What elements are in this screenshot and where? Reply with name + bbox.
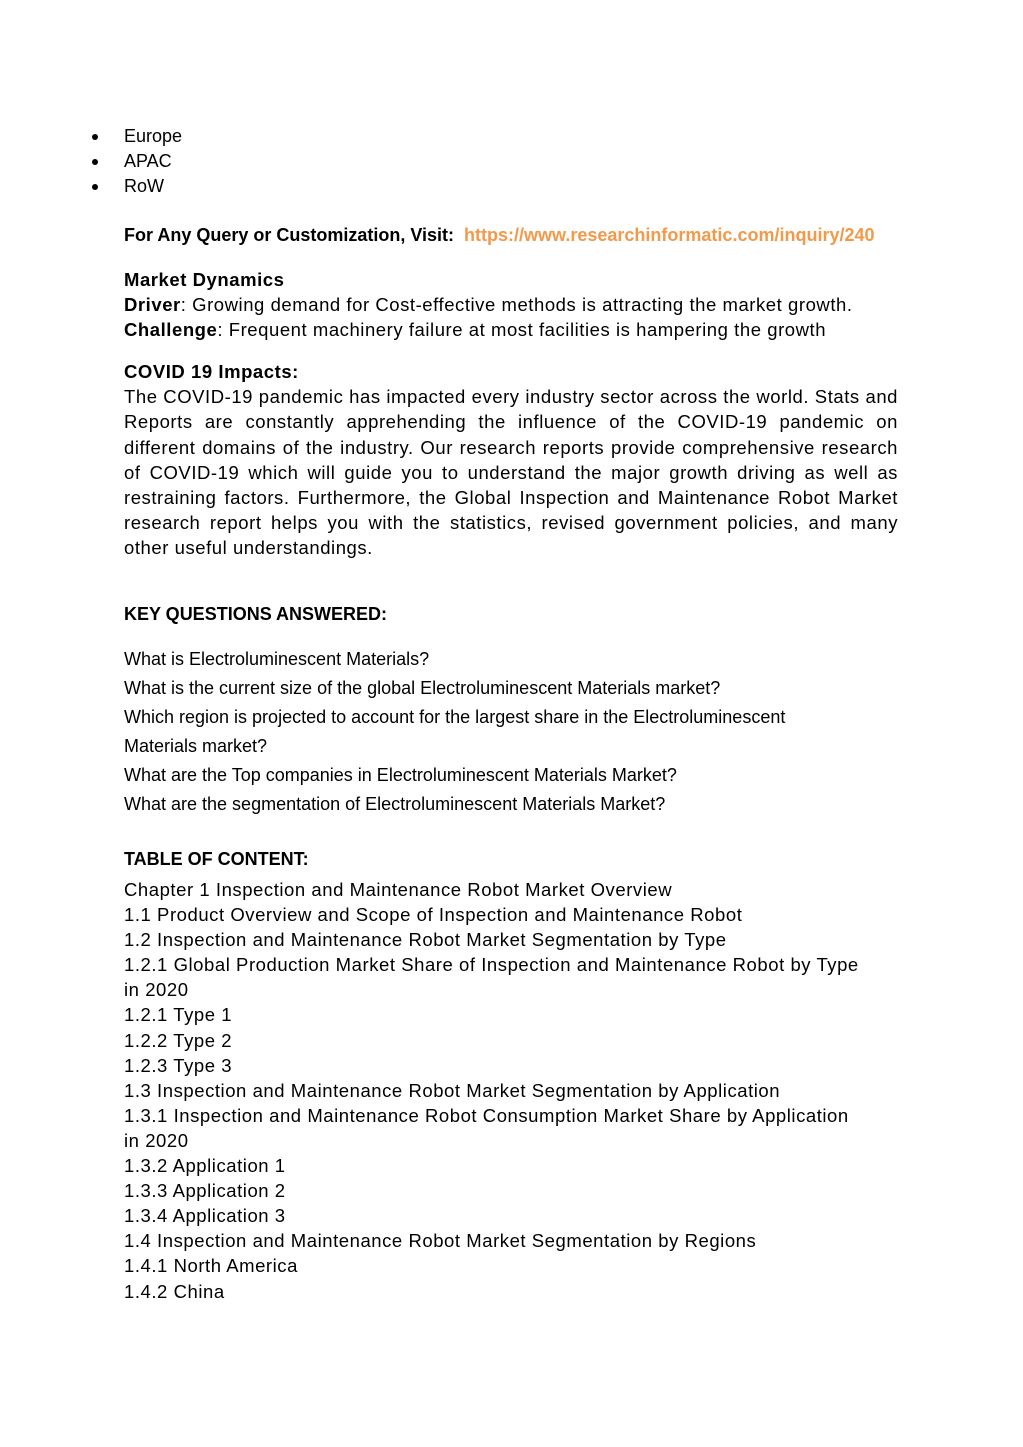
bullet-text: Europe xyxy=(124,126,183,146)
bullet-item xyxy=(90,174,182,199)
toc-list xyxy=(124,877,898,1304)
inquiry-link[interactable]: https://www.researchinformatic.com/inquiry/240 xyxy=(464,225,875,245)
bullet-dot-icon xyxy=(92,134,98,140)
bullet-item xyxy=(90,124,182,149)
toc-item: in 2020 xyxy=(124,979,189,1001)
question-item: What are the segmentation of Electroluminescent Materials Market? xyxy=(124,794,666,814)
challenge-label: Challenge xyxy=(124,319,218,341)
driver-label: Driver xyxy=(124,294,181,316)
query-line xyxy=(124,225,875,246)
toc-item: 1.2.1 Type 1 xyxy=(124,1004,233,1026)
driver-line xyxy=(124,292,898,317)
region-bullet-list xyxy=(90,124,182,199)
bullet-item xyxy=(90,149,182,174)
toc-item: 1.1 Product Overview and Scope of Inspection and Maintenance Robot xyxy=(124,904,743,926)
toc-item: 1.4 Inspection and Maintenance Robot Market Segmentation by Regions xyxy=(124,1230,757,1252)
challenge-text: : Frequent machinery failure at most facilities is hampering the growth xyxy=(217,319,827,341)
toc-item: 1.2.3 Type 3 xyxy=(124,1054,233,1076)
market-dynamics-section xyxy=(124,267,898,343)
key-questions-list xyxy=(124,645,844,819)
question-item: Which region is projected to account for the largest share in the Electroluminescent Materials market? xyxy=(124,707,786,756)
driver-text: : Growing demand for Cost-effective methods is attracting the market growth. xyxy=(180,294,853,316)
bullet-dot-icon xyxy=(92,159,98,165)
toc-item: 1.3 Inspection and Maintenance Robot Market Segmentation by Application xyxy=(124,1079,781,1101)
toc-item: 1.2.2 Type 2 xyxy=(124,1029,233,1051)
covid-heading: COVID 19 Impacts: xyxy=(124,361,299,382)
toc-item: 1.3.4 Application 3 xyxy=(124,1205,286,1227)
toc-item: 1.2.1 Global Production Market Share of Inspection and Maintenance Robot by Type xyxy=(124,954,859,976)
bullet-dot-icon xyxy=(92,184,98,190)
toc-item: 1.3.3 Application 2 xyxy=(124,1180,286,1202)
covid-paragraph: The COVID-19 pandemic has impacted every industry sector across the world. Stats and Reports are constantly apprehending the influence of the COVID-19 pandemic on different domains of the industry. Our research reports provide comprehensive research of COVID-19 which will guide you to understand the major growth driving as well as restraining factors. Furthermore, the Global Inspection and Maintenance Robot Market research report helps you with the statistics, revised government policies, and many other useful understandings. xyxy=(124,386,898,559)
challenge-line xyxy=(124,317,898,342)
toc-heading: TABLE OF CONTENT: xyxy=(124,849,309,869)
toc-item: 1.2 Inspection and Maintenance Robot Market Segmentation by Type xyxy=(124,929,727,951)
toc-item: 1.3.1 Inspection and Maintenance Robot Consumption Market Share by Application xyxy=(124,1104,849,1126)
toc-item: 1.3.2 Application 1 xyxy=(124,1155,286,1177)
toc-item: in 2020 xyxy=(124,1129,189,1151)
question-item: What is Electroluminescent Materials? xyxy=(124,649,430,669)
toc-item: Chapter 1 Inspection and Maintenance Robot Market Overview xyxy=(124,879,673,900)
toc-item: 1.4.2 China xyxy=(124,1280,225,1302)
covid-section xyxy=(124,359,898,561)
question-item: What are the Top companies in Electroluminescent Materials Market? xyxy=(124,765,677,785)
question-item: What is the current size of the global Electroluminescent Materials market? xyxy=(124,678,721,698)
key-questions-heading: KEY QUESTIONS ANSWERED: xyxy=(124,604,388,624)
bullet-text: RoW xyxy=(124,176,164,196)
market-dynamics-heading: Market Dynamics xyxy=(124,269,285,290)
query-label: For Any Query or Customization, Visit: xyxy=(124,225,455,245)
bullet-text: APAC xyxy=(124,151,172,171)
toc-item: 1.4.1 North America xyxy=(124,1255,298,1277)
